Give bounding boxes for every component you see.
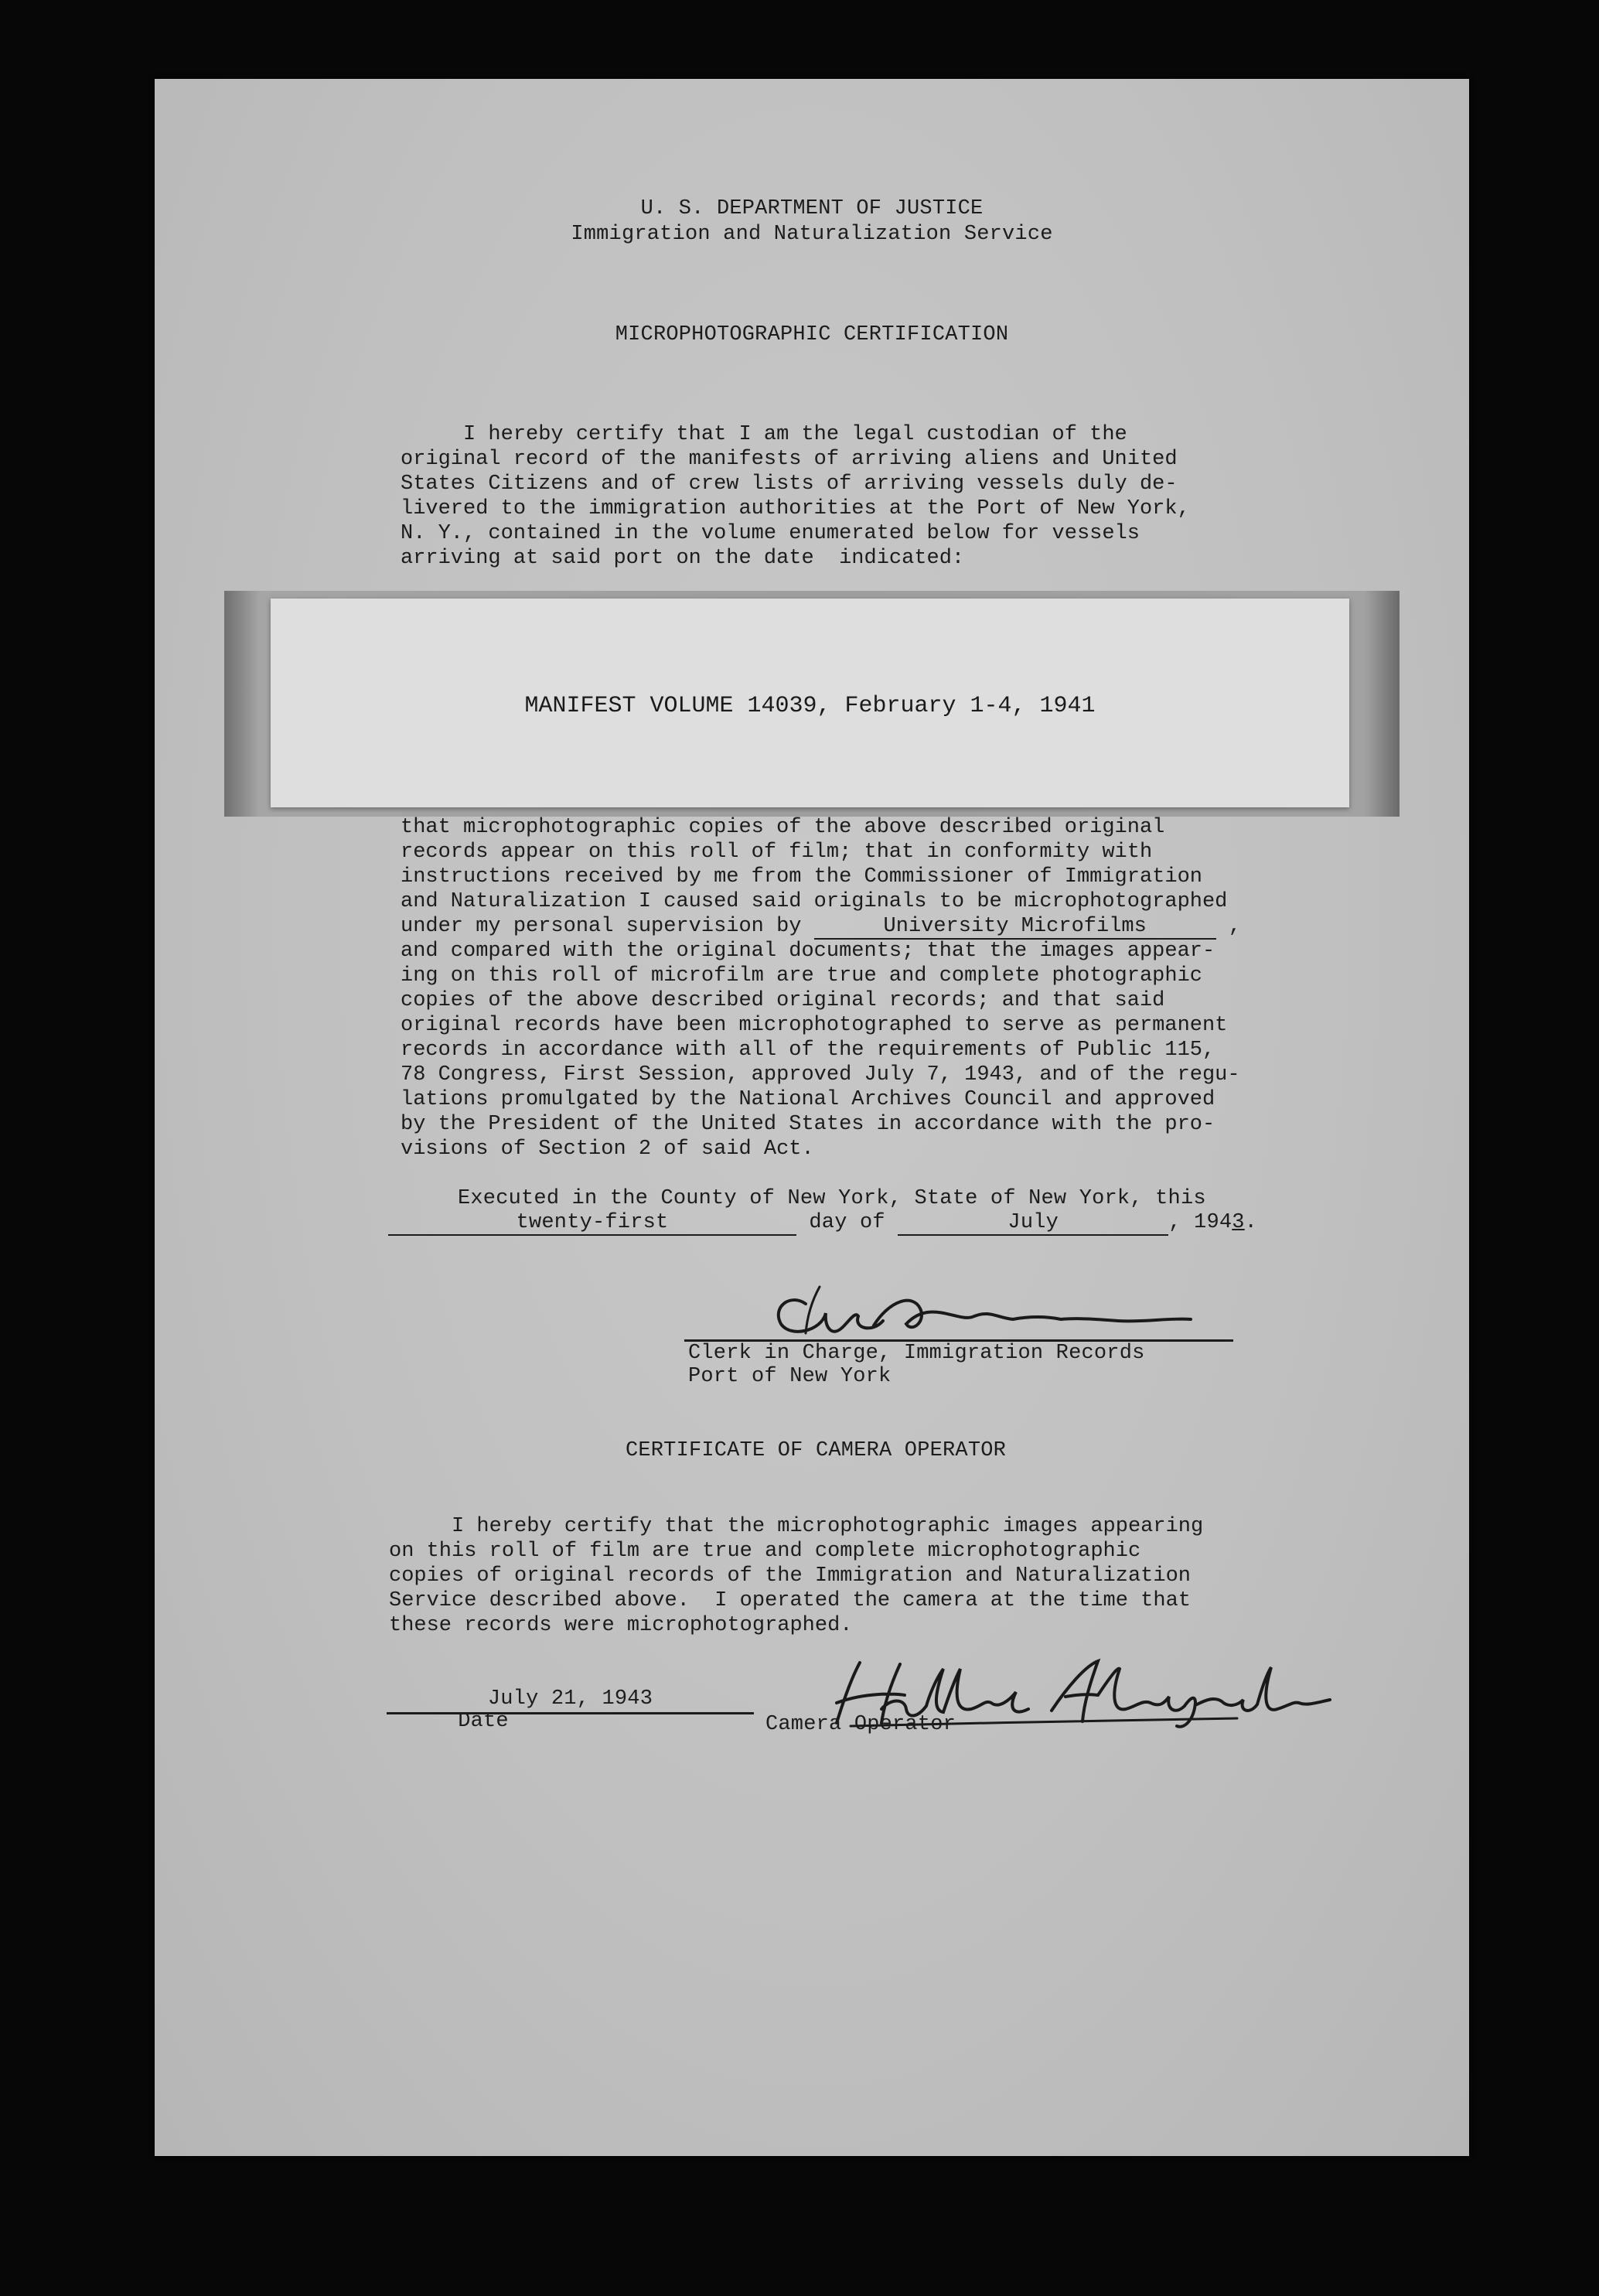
intro-line: original record of the manifests of arriving aliens and United — [401, 448, 1178, 471]
intro-line: arriving at said port on the date indicated: — [401, 547, 965, 570]
intro-line: States Citizens and of crew lists of arriving vessels duly de- — [401, 473, 1178, 496]
certification-intro — [401, 422, 1274, 571]
statement-line: these records were microphotographed. — [389, 1614, 853, 1637]
execution-month: July — [898, 1211, 1168, 1236]
document-title: MICROPHOTOGRAPHIC CERTIFICATION — [615, 323, 1009, 346]
supervision-line — [401, 914, 1274, 939]
body-line: and Naturalization I caused said originals to be microphotographed — [401, 890, 1228, 913]
body-line: lations promulgated by the National Archives Council and approved — [401, 1088, 1215, 1111]
body-line: visions of Section 2 of said Act. — [401, 1138, 814, 1161]
volume-label-strip — [271, 599, 1349, 807]
statement-line: copies of original records of the Immigration and Naturalization — [389, 1564, 1191, 1588]
body-line: by the President of the United States in accordance with the pro- — [401, 1113, 1215, 1136]
day-of-label: day of — [796, 1211, 898, 1234]
intro-line: livered to the immigration authorities at the Port of New York, — [401, 497, 1190, 520]
certificate-page — [155, 79, 1469, 2156]
intro-line: I hereby certify that I am the legal custodian of the — [401, 423, 1127, 446]
supervision-suffix: , — [1215, 915, 1242, 938]
body-line: original records have been microphotographed to serve as permanent — [401, 1014, 1228, 1037]
certification-body — [401, 815, 1274, 1162]
body-line: copies of the above described original records; and that said — [401, 989, 1165, 1012]
clerk-location: Port of New York — [688, 1365, 892, 1388]
execution-end: . — [1244, 1211, 1258, 1234]
year-digit: 3 — [1232, 1211, 1245, 1234]
body-line: records appear on this roll of film; that in conformity with — [401, 841, 1153, 864]
body-line: and compared with the original documents; that the images appear- — [401, 940, 1215, 963]
volume-label: MANIFEST VOLUME 14039, February 1-4, 1941 — [524, 693, 1096, 719]
supervision-prefix: under my personal supervision by — [401, 915, 814, 938]
camera-operator-statement — [389, 1514, 1263, 1638]
clerk-signature — [758, 1270, 1237, 1347]
execution-day: twenty-first — [388, 1211, 796, 1236]
body-line: ing on this roll of microfilm are true and complete photographic — [401, 964, 1202, 988]
body-line: that microphotographic copies of the above described original — [401, 816, 1165, 839]
supervising-company: University Microfilms — [814, 915, 1216, 940]
statement-line: on this roll of film are true and complete microphotographic — [389, 1540, 1141, 1563]
camera-operator-heading: CERTIFICATE OF CAMERA OPERATOR — [625, 1439, 1007, 1462]
year-prefix: , 194 — [1168, 1211, 1232, 1234]
body-line: 78 Congress, First Session, approved July 7, 1943, and of the regu- — [401, 1063, 1240, 1087]
statement-line: I hereby certify that the microphotographic images appearing — [389, 1515, 1204, 1538]
date-label: Date — [458, 1710, 509, 1733]
camera-operator-label: Camera Operator — [765, 1713, 956, 1736]
intro-line: N. Y., contained in the volume enumerated below for vessels — [401, 522, 1140, 545]
service-name: Immigration and Naturalization Service — [571, 223, 1053, 246]
execution-statement: Executed in the County of New York, State of New York, this — [458, 1187, 1206, 1210]
operator-date: July 21, 1943 — [487, 1687, 653, 1711]
department-name: U. S. DEPARTMENT OF JUSTICE — [640, 197, 984, 220]
execution-date-line — [388, 1210, 1316, 1236]
statement-line: Service described above. I operated the camera at the time that — [389, 1589, 1191, 1612]
body-line: records in accordance with all of the requirements of Public 115, — [401, 1039, 1215, 1062]
body-line: instructions received by me from the Commissioner of Immigration — [401, 865, 1202, 889]
clerk-title: Clerk in Charge, Immigration Records — [688, 1342, 1145, 1365]
